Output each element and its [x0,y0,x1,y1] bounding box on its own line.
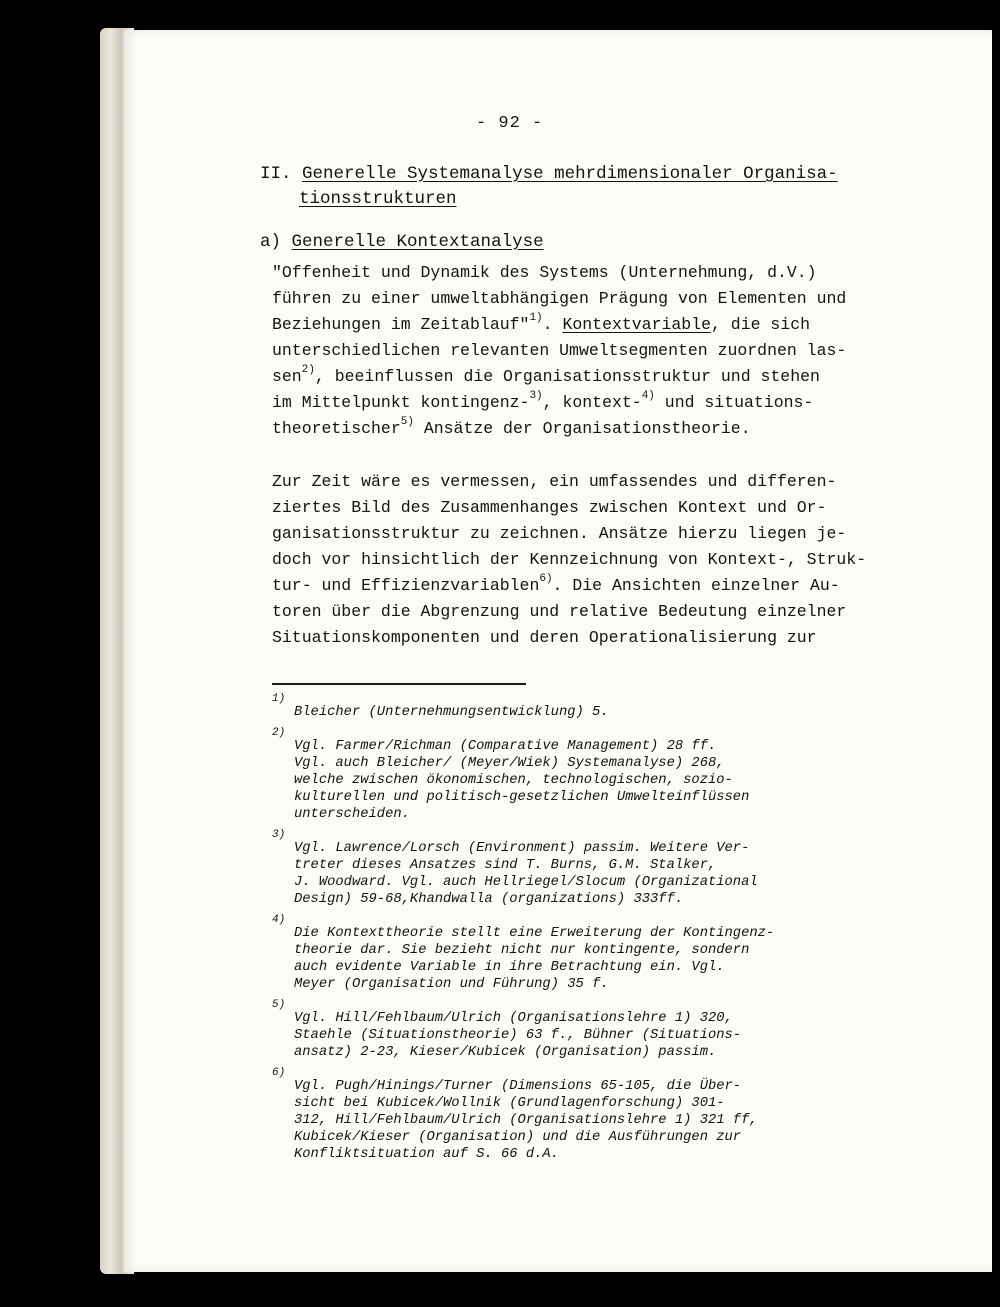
footnote-line: Vgl. Lawrence/Lorsch (Environment) passim. Weitere Ver- [294,841,750,856]
body-line: "Offenheit und Dynamik des Systems (Unternehmung, d.V.) [272,263,817,282]
footnote-ref: 4) [641,390,655,402]
footnote-line: auch evidente Variable in ihre Betrachtung ein. Vgl. [294,960,725,975]
body-line: Zur Zeit wäre es vermessen, ein umfassendes und differen- [272,472,837,491]
text-run: sen [272,367,302,386]
footnote-ref: 2) [301,364,315,376]
footnote-line: Vgl. Farmer/Richman (Comparative Management) 28 ff. [294,739,717,754]
page-number: - 92 - [476,114,544,133]
text-run: , beeinflussen die Organisationsstruktur und stehen [314,367,820,386]
text-run: im Mittelpunkt kontingenz- [272,393,530,412]
footnote-line: Vgl. Hill/Fehlbaum/Ulrich (Organisationslehre 1) 320, [294,1011,733,1026]
text-run: . [542,315,563,334]
footnote-line: unterscheiden. [294,807,410,822]
footnote-line: welche zwischen ökonomischen, technologischen, sozio- [294,773,733,788]
body-line: unterschiedlichen relevanten Umweltsegmenten zuordnen las- [272,341,847,360]
footnote-number: 5) [272,999,286,1011]
text-run: Ansätze der Organisationstheorie. [413,419,751,438]
footnote-line: Vgl. Pugh/Hinings/Turner (Dimensions 65-105, die Über- [294,1079,742,1094]
footnote-ref: 1) [529,312,543,324]
body-line [272,573,840,596]
text-run: Beziehungen im Zeitablauf" [272,315,530,334]
footnote-line: ansatz) 2-23, Kieser/Kubicek (Organisation) passim. [294,1045,717,1060]
footnote-line: sicht bei Kubicek/Wollnik (Grundlagenforschung) 301- [294,1096,725,1111]
body-line [272,364,820,387]
footnote-line: theorie dar. Sie bezieht nicht nur kontingente, sondern [294,943,750,958]
body-line: doch vor hinsichtlich der Kennzeichnung von Kontext-, Struk- [272,550,867,569]
footnote-number: 1) [272,693,286,705]
footnote-number: 4) [272,914,286,926]
body-line: ziertes Bild des Zusammenhanges zwischen Kontext und Or- [272,498,827,517]
body-line: ganisationsstruktur zu zeichnen. Ansätze hierzu liegen je- [272,524,847,543]
footnote-line: Vgl. auch Bleicher/ (Meyer/Wiek) Systemanalyse) 268, [294,756,725,771]
body-line: Situationskomponenten und deren Operationalisierung zur [272,628,817,647]
footnote-number: 3) [272,829,286,841]
section-heading-title-cont: tionsstrukturen [299,189,457,209]
document-page [124,30,992,1272]
footnote-line: Kubicek/Kieser (Organisation) und die Ausführungen zur [294,1130,742,1145]
body-line [272,312,811,335]
footnote-line: Meyer (Organisation und Führung) 35 f. [294,977,609,992]
footnote-line: treter dieses Ansatzes sind T. Burns, G.M. Stalker, [294,858,717,873]
footnote-line: Die Kontexttheorie stellt eine Erweiterung der Kontingenz- [294,926,775,941]
footnote-number: 2) [272,727,286,739]
text-run: tur- und Effizienzvariablen [272,576,540,595]
body-line: toren über die Abgrenzung und relative Bedeutung einzelner [272,602,847,621]
body-line [272,390,814,413]
subsection-heading-label: a) [260,232,282,252]
footnote-ref: 3) [529,390,543,402]
subsection-heading [260,232,544,252]
footnote-line: kulturellen und politisch-gesetzlichen Umwelteinflüssen [294,790,750,805]
underlined-term: Kontextvariable [562,315,711,334]
footnote-ref: 6) [539,573,553,585]
footnote-line: J. Woodward. Vgl. auch Hellriegel/Slocum (Organizational [294,875,758,890]
section-heading-number: II. [260,164,292,184]
section-heading [260,164,838,184]
footnote-line: Konfliktsituation auf S. 66 d.A. [294,1147,559,1162]
body-line: führen zu einer umweltabhängigen Prägung von Elementen und [272,289,847,308]
text-run: , die sich [711,315,811,334]
footnote-line: Bleicher (Unternehmungsentwicklung) 5. [294,705,609,720]
body-line [272,416,751,439]
text-run: theoretischer [272,419,401,438]
footnote-number: 6) [272,1067,286,1079]
text-run: , kontext- [542,393,642,412]
footnote-line: Staehle (Situationstheorie) 63 f., Bühner (Situations- [294,1028,742,1043]
section-heading-title: Generelle Systemanalyse mehrdimensionaler Organisa- [302,164,838,184]
text-run: . Die Ansichten einzelner Au- [552,576,840,595]
footnote-line: 312, Hill/Fehlbaum/Ulrich (Organisationslehre 1) 321 ff, [294,1113,758,1128]
footnote-divider [272,683,526,685]
text-run: und situations- [654,393,814,412]
footnote-ref: 5) [400,416,414,428]
footnote-line: Design) 59-68,Khandwalla (organizations) 333ff. [294,892,684,907]
subsection-heading-title: Generelle Kontextanalyse [291,232,544,252]
